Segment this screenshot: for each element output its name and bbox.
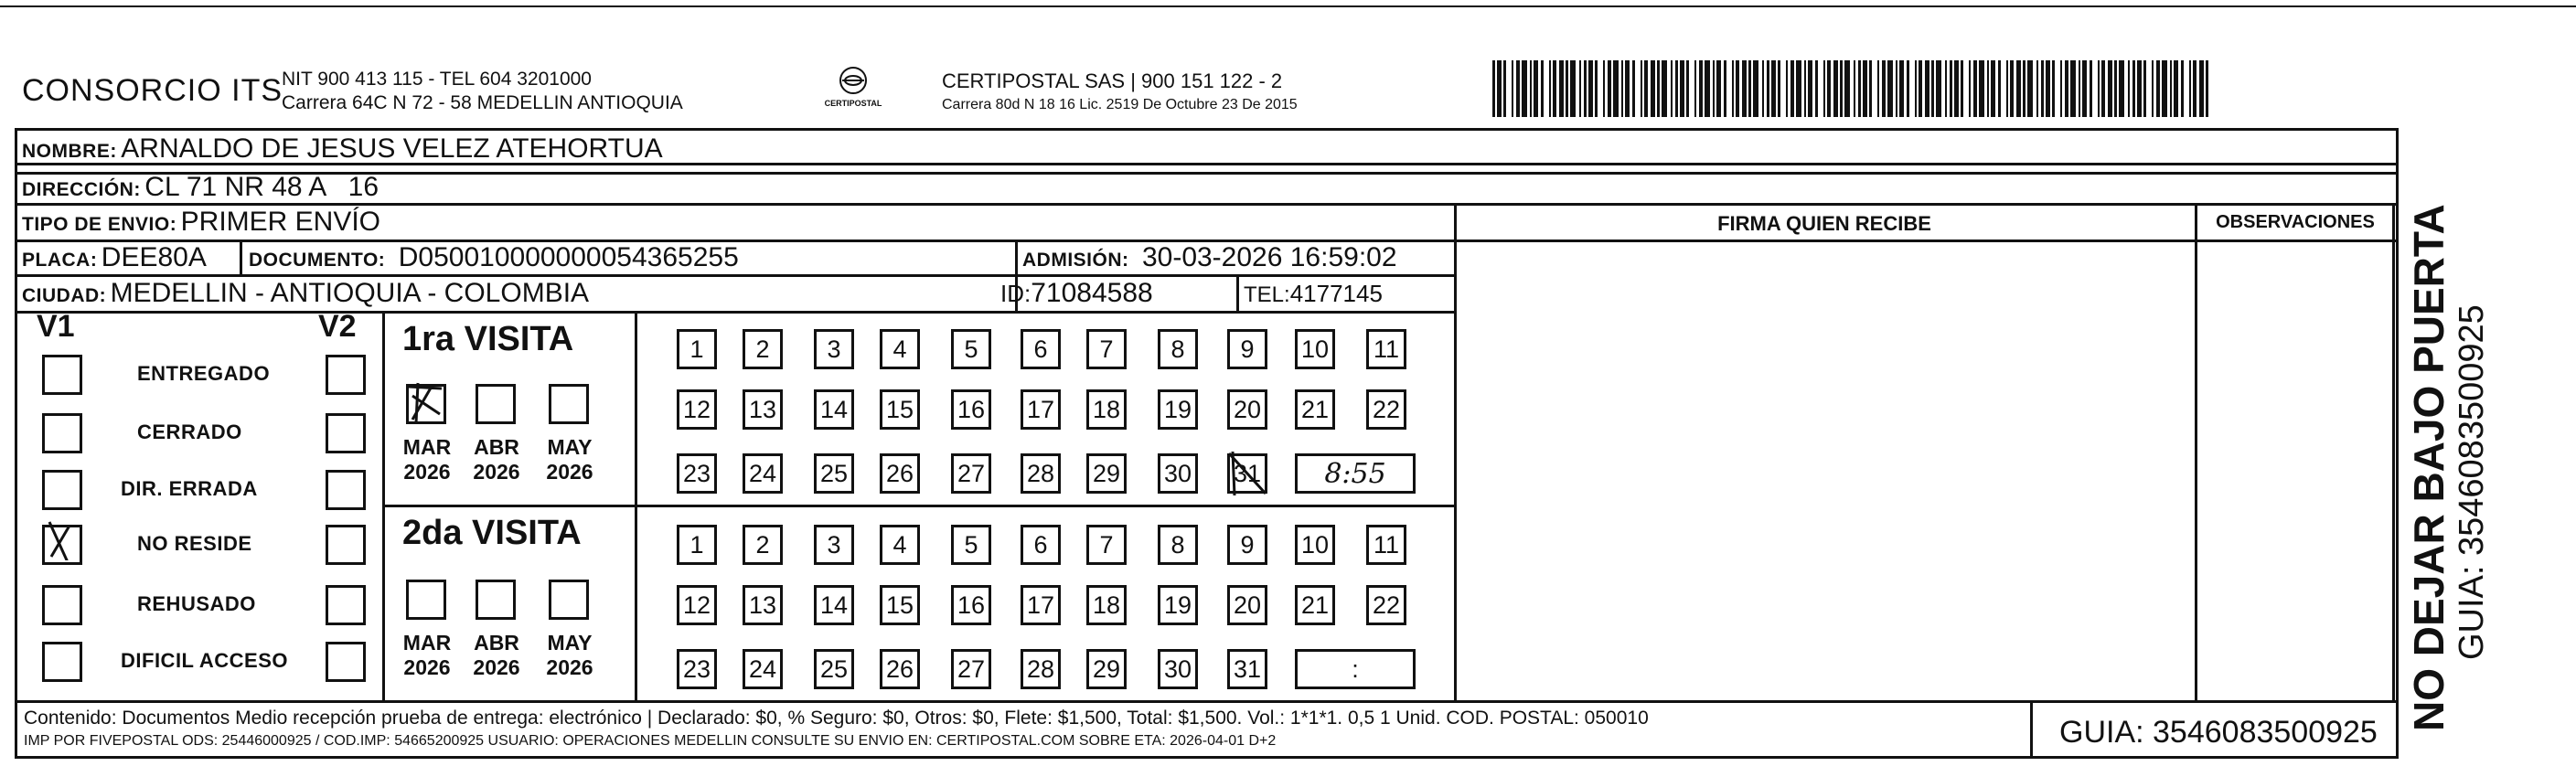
first-visit-title: 1ra VISITA bbox=[402, 320, 574, 358]
day-box[interactable]: 17 bbox=[1021, 585, 1061, 625]
day-box[interactable]: 7 bbox=[1086, 525, 1127, 565]
time-blank: : bbox=[1352, 655, 1359, 683]
month-label bbox=[401, 435, 454, 484]
id-label: ID: bbox=[1000, 280, 1031, 307]
v1-checkbox[interactable] bbox=[42, 585, 82, 625]
option-label: DIFICIL ACCESO bbox=[121, 649, 289, 672]
observaciones-header: OBSERVACIONES bbox=[2216, 212, 2375, 232]
day-box[interactable]: 11 bbox=[1366, 329, 1406, 369]
day-box[interactable]: 21 bbox=[1295, 389, 1335, 430]
second-visit-title: 2da VISITA bbox=[402, 514, 582, 552]
day-box[interactable]: 5 bbox=[951, 525, 991, 565]
footer-line2: IMP POR FIVEPOSTAL ODS: 25446000925 / COD.IMP: 54665200925 USUARIO: OPERACIONES MEDELLIN CONSULTE SU ENVIO EN: CERTIPOSTAL.COM SOBRE ETA: 2026-04-01 D+2 bbox=[24, 733, 1277, 749]
month-label bbox=[401, 631, 454, 680]
day-box[interactable]: 22 bbox=[1366, 389, 1406, 430]
day-box[interactable]: 14 bbox=[814, 585, 854, 625]
month-checkbox[interactable] bbox=[549, 580, 589, 620]
day-box[interactable]: 8 bbox=[1158, 525, 1198, 565]
day-box[interactable]: 4 bbox=[880, 329, 920, 369]
day-box[interactable]: 13 bbox=[743, 389, 783, 430]
row-line bbox=[15, 203, 2399, 206]
month-name: MAR bbox=[402, 435, 452, 459]
v1-checkbox[interactable] bbox=[42, 642, 82, 682]
day-box[interactable]: 1 bbox=[677, 329, 717, 369]
month-year: 2026 bbox=[403, 460, 451, 484]
month-checkbox[interactable] bbox=[476, 384, 516, 424]
footer-line1: Contenido: Documentos Medio recepción prueba de entrega: electrónico | Declarado: $0, % Seguro: $0, Otros: $0, Flete: $1,500, Total: $1,500. Vol.: 1*1*1. 0,5 1 Unid. COD. POSTAL: 050010 bbox=[24, 708, 1649, 729]
v1-checkbox-checked[interactable] bbox=[42, 525, 82, 565]
month-checkbox[interactable] bbox=[549, 384, 589, 424]
day-box[interactable]: 25 bbox=[814, 649, 854, 689]
nombre-value: ARNALDO DE JESUS VELEZ ATEHORTUA bbox=[121, 133, 663, 164]
v2-checkbox[interactable] bbox=[326, 642, 366, 682]
month-label bbox=[543, 631, 596, 680]
day-box[interactable]: 1 bbox=[677, 525, 717, 565]
day-box[interactable]: 2 bbox=[743, 329, 783, 369]
day-box[interactable]: 12 bbox=[677, 389, 717, 430]
day-box[interactable]: 4 bbox=[880, 525, 920, 565]
tel-row bbox=[1244, 280, 1383, 308]
company-name: CONSORCIO ITS bbox=[22, 73, 283, 108]
side-guia: GUIA: 3546083500925 bbox=[2453, 304, 2491, 660]
day-box[interactable]: 6 bbox=[1021, 329, 1061, 369]
month-name: MAR bbox=[402, 631, 452, 655]
day-box[interactable]: 26 bbox=[880, 649, 920, 689]
month-checkbox-checked[interactable] bbox=[406, 384, 446, 424]
day-box[interactable]: 18 bbox=[1086, 585, 1127, 625]
time-box[interactable] bbox=[1295, 453, 1416, 494]
day-box[interactable]: 27 bbox=[951, 453, 991, 494]
direccion-row bbox=[22, 172, 379, 203]
day-box[interactable]: 28 bbox=[1021, 453, 1061, 494]
day-box[interactable]: 9 bbox=[1227, 329, 1267, 369]
placa-value: DEE80A bbox=[101, 242, 207, 272]
nombre-label: NOMBRE: bbox=[22, 141, 117, 162]
day-box[interactable]: 24 bbox=[743, 453, 783, 494]
day-box[interactable]: 25 bbox=[814, 453, 854, 494]
direccion-value: CL 71 NR 48 A 16 bbox=[144, 172, 379, 202]
day-box[interactable]: 9 bbox=[1227, 525, 1267, 565]
day-box[interactable]: 15 bbox=[880, 585, 920, 625]
day-box[interactable]: 17 bbox=[1021, 389, 1061, 430]
day-box[interactable]: 19 bbox=[1158, 585, 1198, 625]
day-box[interactable]: 24 bbox=[743, 649, 783, 689]
id-value: 71084588 bbox=[1031, 278, 1153, 308]
day-box[interactable]: 30 bbox=[1158, 649, 1198, 689]
day-box[interactable]: 28 bbox=[1021, 649, 1061, 689]
day-box[interactable]: 26 bbox=[880, 453, 920, 494]
day-box[interactable]: 23 bbox=[677, 453, 717, 494]
documento-label: DOCUMENTO: bbox=[249, 250, 386, 271]
option-label: NO RESIDE bbox=[137, 532, 252, 555]
tel-value: 4177145 bbox=[1289, 280, 1383, 307]
day-box[interactable]: 14 bbox=[814, 389, 854, 430]
carrier-logo-text: CERTIPOSTAL bbox=[824, 99, 882, 108]
documento-value: D050010000000054365255 bbox=[398, 242, 739, 272]
day-box[interactable]: 7 bbox=[1086, 329, 1127, 369]
v2-label: V2 bbox=[318, 309, 357, 344]
v1-checkbox[interactable] bbox=[42, 413, 82, 453]
documento-row bbox=[249, 242, 739, 273]
row-line bbox=[382, 505, 1457, 507]
v1-checkbox[interactable] bbox=[42, 470, 82, 510]
day-box[interactable]: 29 bbox=[1086, 649, 1127, 689]
month-year: 2026 bbox=[546, 655, 593, 679]
col-line bbox=[1454, 203, 1457, 701]
month-name: ABR bbox=[474, 631, 519, 655]
day-box[interactable]: 30 bbox=[1158, 453, 1198, 494]
no-dejar-warning: NO DEJAR BAJO PUERTA bbox=[2405, 204, 2453, 731]
footer-guia: GUIA: 3546083500925 bbox=[2059, 715, 2378, 750]
carrier-line2: Carrera 80d N 18 16 Lic. 2519 De Octubre 23 De 2015 bbox=[942, 97, 1298, 112]
company-nit: NIT 900 413 115 - TEL 604 3201000 bbox=[282, 69, 592, 90]
day-box[interactable]: 31 bbox=[1227, 649, 1267, 689]
v1-label: V1 bbox=[37, 309, 75, 344]
month-name: MAY bbox=[547, 631, 593, 655]
month-label bbox=[543, 435, 596, 484]
time-handwritten: 8:55 bbox=[1324, 457, 1386, 490]
day-box[interactable]: 12 bbox=[677, 585, 717, 625]
day-box[interactable]: 6 bbox=[1021, 525, 1061, 565]
day-mark bbox=[1224, 448, 1273, 504]
ciudad-label: CIUDAD: bbox=[22, 285, 107, 306]
barcode bbox=[1492, 60, 2215, 117]
day-box[interactable]: 27 bbox=[951, 649, 991, 689]
day-box[interactable]: 10 bbox=[1295, 525, 1335, 565]
v2-checkbox[interactable] bbox=[326, 470, 366, 510]
ciudad-row bbox=[22, 278, 589, 309]
option-label: DIR. ERRADA bbox=[121, 477, 258, 500]
day-box[interactable]: 16 bbox=[951, 585, 991, 625]
col-line bbox=[2195, 203, 2197, 701]
firma-header: FIRMA QUIEN RECIBE bbox=[1717, 212, 1931, 235]
month-checkbox[interactable] bbox=[406, 580, 446, 620]
day-box[interactable]: 13 bbox=[743, 585, 783, 625]
day-box[interactable]: 19 bbox=[1158, 389, 1198, 430]
company-address: Carrera 64C N 72 - 58 MEDELLIN ANTIOQUIA bbox=[282, 92, 683, 113]
day-box[interactable]: 20 bbox=[1227, 389, 1267, 430]
option-label: ENTREGADO bbox=[137, 362, 271, 385]
day-box[interactable]: 31 bbox=[1227, 453, 1267, 494]
tipo-row bbox=[22, 207, 380, 238]
admision-value: 30-03-2026 16:59:02 bbox=[1141, 242, 1397, 272]
carrier-line1: CERTIPOSTAL SAS | 900 151 122 - 2 bbox=[942, 69, 1283, 92]
row-line bbox=[15, 700, 2399, 703]
direccion-label: DIRECCIÓN: bbox=[22, 179, 141, 200]
day-box[interactable]: 11 bbox=[1366, 525, 1406, 565]
month-label bbox=[470, 631, 523, 680]
day-box[interactable]: 8 bbox=[1158, 329, 1198, 369]
month-name: MAY bbox=[547, 435, 593, 459]
placa-label: PLACA: bbox=[22, 250, 98, 271]
ciudad-value: MEDELLIN - ANTIOQUIA - COLOMBIA bbox=[110, 278, 590, 308]
day-box[interactable]: 22 bbox=[1366, 585, 1406, 625]
day-box[interactable]: 10 bbox=[1295, 329, 1335, 369]
v2-checkbox[interactable] bbox=[326, 413, 366, 453]
day-box[interactable]: 3 bbox=[814, 329, 854, 369]
time-box[interactable] bbox=[1295, 649, 1416, 689]
placa-row bbox=[22, 242, 207, 273]
day-box[interactable]: 20 bbox=[1227, 585, 1267, 625]
col-line bbox=[1236, 274, 1239, 311]
v2-checkbox[interactable] bbox=[326, 355, 366, 395]
day-box[interactable]: 2 bbox=[743, 525, 783, 565]
option-label: CERRADO bbox=[137, 420, 242, 443]
month-year: 2026 bbox=[473, 460, 520, 484]
id-row bbox=[1000, 278, 1153, 309]
admision-row bbox=[1022, 242, 1397, 273]
month-checkbox[interactable] bbox=[476, 580, 516, 620]
tipo-value: PRIMER ENVÍO bbox=[180, 207, 381, 237]
tel-label: TEL: bbox=[1244, 282, 1290, 307]
col-line bbox=[2030, 700, 2033, 759]
day-box[interactable]: 15 bbox=[880, 389, 920, 430]
option-label: REHUSADO bbox=[137, 592, 256, 615]
row-line bbox=[15, 311, 1457, 314]
day-box[interactable]: 3 bbox=[814, 525, 854, 565]
row-line bbox=[15, 274, 1457, 277]
nombre-row bbox=[22, 133, 663, 165]
col-line bbox=[2392, 203, 2395, 701]
day-box[interactable]: 23 bbox=[677, 649, 717, 689]
carrier-logo bbox=[812, 64, 894, 114]
day-box[interactable]: 5 bbox=[951, 329, 991, 369]
month-label bbox=[470, 435, 523, 484]
admision-label: ADMISIÓN: bbox=[1022, 250, 1129, 271]
day-box[interactable]: 18 bbox=[1086, 389, 1127, 430]
month-year: 2026 bbox=[546, 460, 593, 484]
v2-checkbox[interactable] bbox=[326, 585, 366, 625]
tipo-label: TIPO DE ENVIO: bbox=[22, 214, 177, 235]
month-year: 2026 bbox=[473, 655, 520, 679]
month-name: ABR bbox=[474, 435, 519, 459]
v1-checkbox[interactable] bbox=[42, 355, 82, 395]
month-year: 2026 bbox=[403, 655, 451, 679]
day-box[interactable]: 21 bbox=[1295, 585, 1335, 625]
side-text bbox=[2405, 91, 2515, 731]
v2-checkbox[interactable] bbox=[326, 525, 366, 565]
day-box[interactable]: 16 bbox=[951, 389, 991, 430]
top-border bbox=[0, 5, 2576, 7]
col-line bbox=[240, 239, 242, 276]
day-box[interactable]: 29 bbox=[1086, 453, 1127, 494]
